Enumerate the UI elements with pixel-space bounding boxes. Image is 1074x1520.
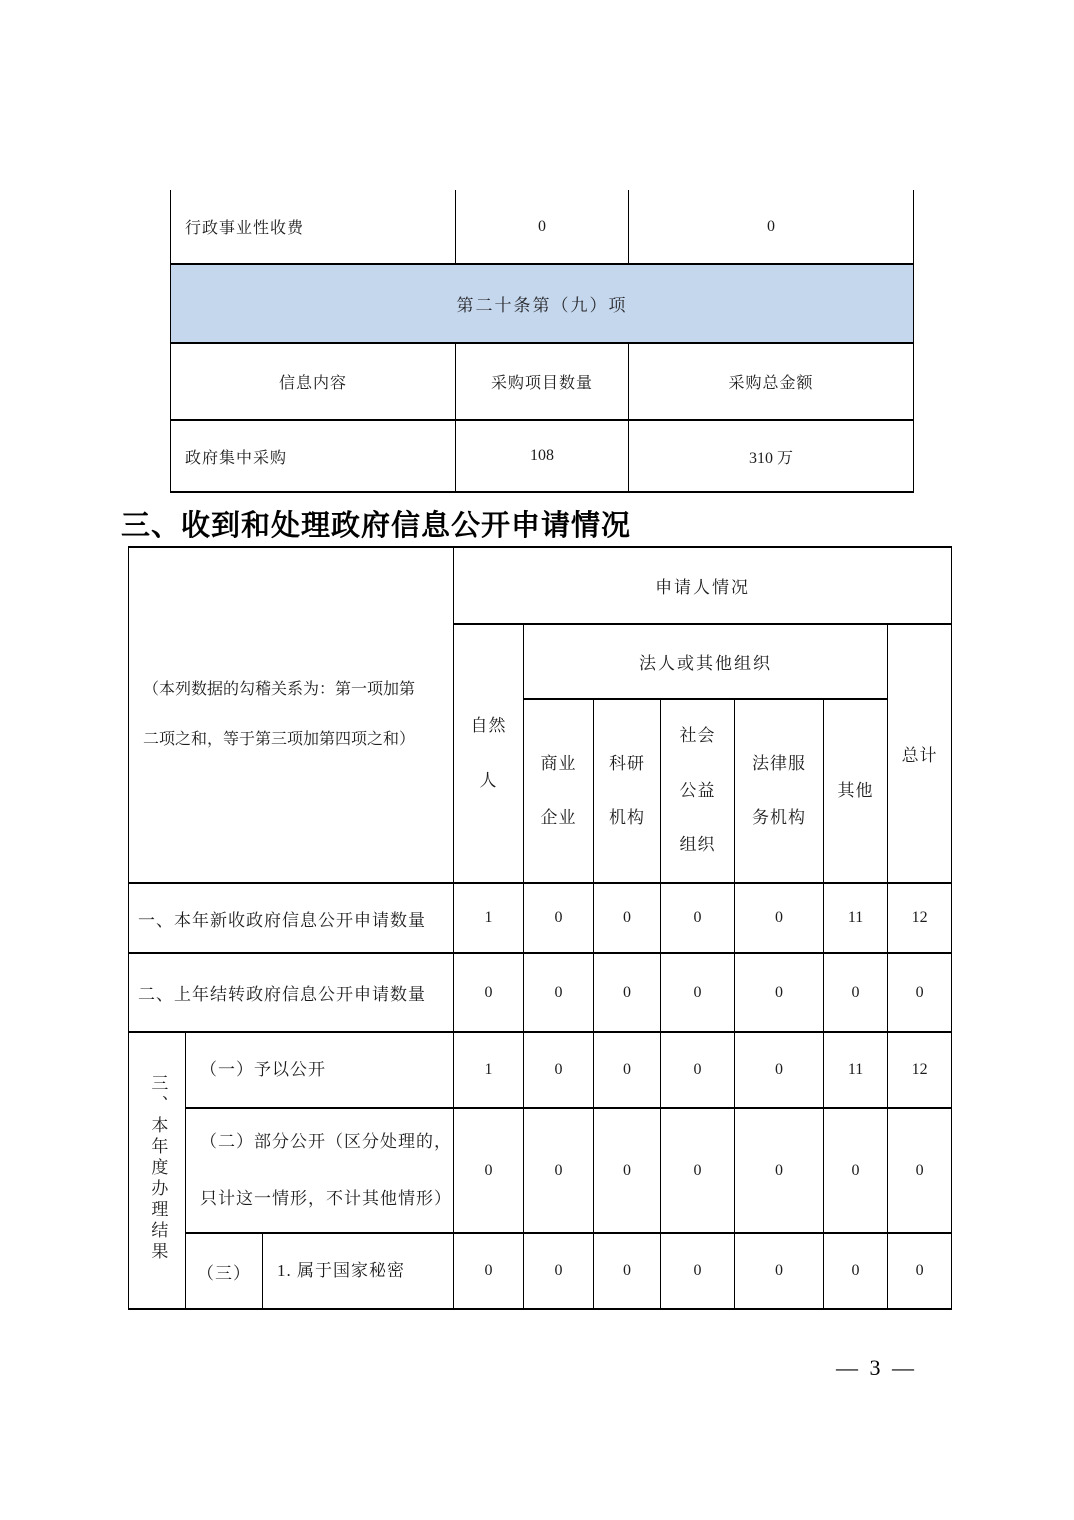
header-total: 总计 [888, 624, 952, 883]
value-cell: 11 [824, 883, 888, 953]
value-cell: 0 [524, 1032, 594, 1108]
value-cell: 0 [735, 883, 824, 953]
value-cell: 0 [524, 883, 594, 953]
article-20-9-banner: 第二十条第（九）项 [171, 264, 914, 343]
header-commercial-enterprise: 商业企业 [524, 699, 594, 883]
value-cell: 0 [888, 953, 952, 1032]
value-cell: 1 [454, 1032, 524, 1108]
value-cell: 0 [735, 1233, 824, 1309]
value-cell: 0 [824, 1108, 888, 1233]
fee-amount-cell: 0 [629, 190, 914, 264]
partial-disclosure-row [129, 1108, 952, 1233]
header-social-welfare-org: 社会公益组织 [661, 699, 735, 883]
value-cell: 0 [735, 953, 824, 1032]
state-secret-label: 1. 属于国家秘密 [263, 1233, 454, 1309]
header-info-content: 信息内容 [171, 343, 456, 420]
item-three-label: （三） [186, 1233, 263, 1309]
value-cell: 0 [661, 1032, 735, 1108]
value-cell: 0 [735, 1108, 824, 1233]
value-cell: 0 [824, 1233, 888, 1309]
value-cell: 11 [824, 1032, 888, 1108]
value-cell: 0 [735, 1032, 824, 1108]
header-total-amount: 采购总金额 [629, 343, 914, 420]
carryover-applications-row [129, 953, 952, 1032]
new-applications-label: 一、本年新收政府信息公开申请数量 [129, 883, 454, 953]
header-project-count: 采购项目数量 [456, 343, 629, 420]
value-cell: 0 [888, 1233, 952, 1309]
fee-row-label: 行政事业性收费 [171, 190, 456, 264]
partial-disclosure-label: （二）部分公开（区分处理的，只计这一情形，不计其他情形） [186, 1108, 454, 1233]
value-cell: 0 [594, 1108, 661, 1233]
header-natural-person: 自然人 [454, 624, 524, 883]
procurement-table [170, 190, 914, 493]
fee-count-cell: 0 [456, 190, 629, 264]
value-cell: 0 [524, 1108, 594, 1233]
reconciliation-note: （本列数据的勾稽关系为：第一项加第二项之和，等于第三项加第四项之和） [129, 547, 454, 883]
page-number: — 3 — [836, 1355, 917, 1380]
purchase-count-cell: 108 [456, 420, 629, 492]
procurement-header-row [171, 343, 914, 420]
state-secret-row [129, 1233, 952, 1309]
header-legal-org-group: 法人或其他组织 [524, 624, 888, 699]
applicant-header-row-1 [129, 547, 952, 624]
carryover-applications-label: 二、上年结转政府信息公开申请数量 [129, 953, 454, 1032]
granted-label: （一）予以公开 [186, 1032, 454, 1108]
value-cell: 0 [661, 883, 735, 953]
header-legal-service-org: 法律服务机构 [735, 699, 824, 883]
value-cell: 0 [594, 1233, 661, 1309]
purchase-row-label: 政府集中采购 [171, 420, 456, 492]
section-heading: 三、收到和处理政府信息公开申请情况 [121, 510, 632, 542]
banner-row [171, 264, 914, 343]
value-cell: 0 [524, 953, 594, 1032]
value-cell: 0 [824, 953, 888, 1032]
value-cell: 0 [661, 953, 735, 1032]
value-cell: 0 [594, 883, 661, 953]
header-other: 其他 [824, 699, 888, 883]
header-research-institution: 科研机构 [594, 699, 661, 883]
fee-row [171, 190, 914, 264]
value-cell: 0 [594, 1032, 661, 1108]
value-cell: 0 [888, 1108, 952, 1233]
value-cell: 0 [661, 1233, 735, 1309]
header-applicant-situation: 申请人情况 [454, 547, 952, 624]
value-cell: 0 [454, 1108, 524, 1233]
value-cell: 0 [454, 953, 524, 1032]
value-cell: 0 [524, 1233, 594, 1309]
purchase-row [171, 420, 914, 492]
purchase-amount-cell: 310 万 [629, 420, 914, 492]
value-cell: 0 [594, 953, 661, 1032]
annual-results-label: 三、本年度办理结果 [129, 1032, 186, 1309]
value-cell: 0 [454, 1233, 524, 1309]
value-cell: 12 [888, 1032, 952, 1108]
new-applications-row [129, 883, 952, 953]
value-cell: 1 [454, 883, 524, 953]
applications-table [128, 546, 952, 1310]
value-cell: 12 [888, 883, 952, 953]
value-cell: 0 [661, 1108, 735, 1233]
granted-row [129, 1032, 952, 1108]
